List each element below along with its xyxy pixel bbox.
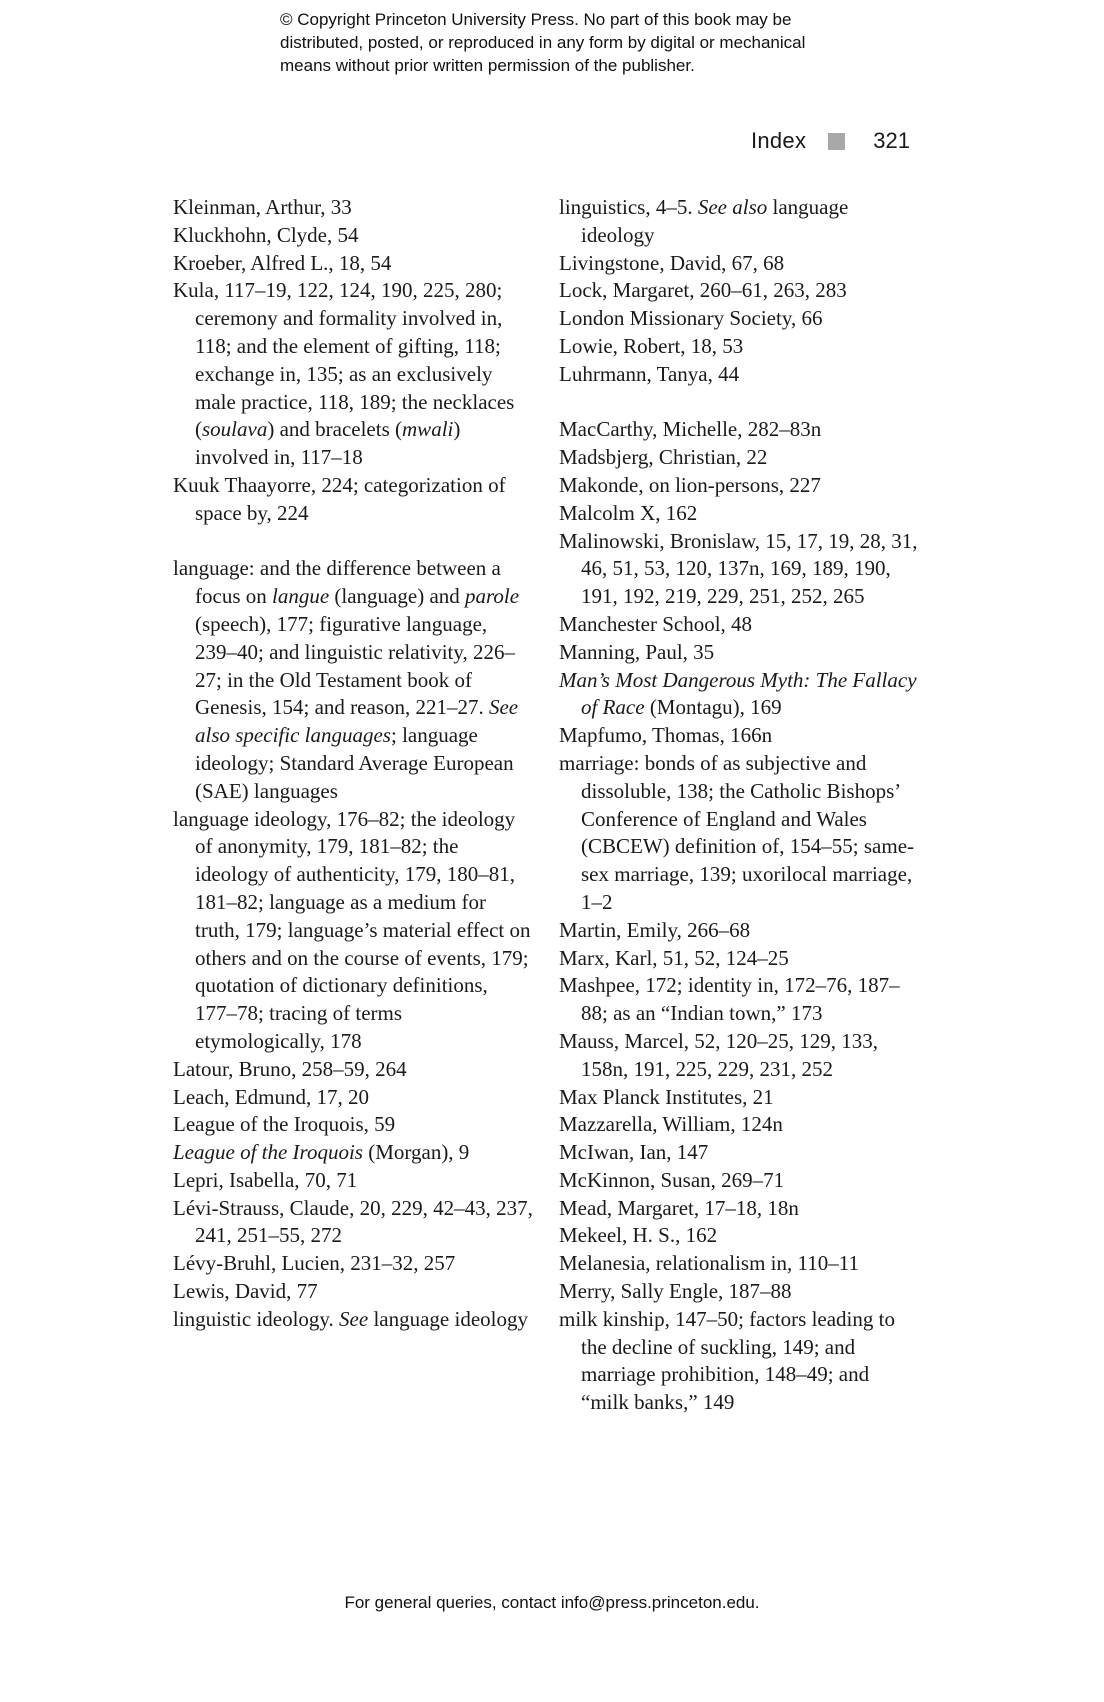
index-entry-text: Kleinman, Arthur, 33	[173, 195, 352, 219]
separator-square-icon	[828, 133, 845, 150]
index-entry	[559, 1222, 919, 1250]
index-entry	[559, 1167, 919, 1195]
index-entry-text: Luhrmann, Tanya, 44	[559, 361, 740, 386]
index-entry	[559, 333, 919, 361]
index-entry-text: Lowie, Robert, 18, 53	[559, 333, 744, 358]
index-entry-text: Lewis, David, 77	[173, 1279, 318, 1304]
index-entry	[559, 194, 919, 250]
index-entry	[559, 305, 919, 333]
index-entry-italic-text: See also	[697, 195, 768, 219]
index-entry	[559, 750, 919, 917]
index-entry-text: ) and bracelets (	[267, 417, 403, 442]
index-entry-text: Lévy-Bruhl, Lucien, 231–32, 257	[173, 1251, 456, 1276]
index-entry-text: language: and the difference between a focus on	[173, 556, 501, 609]
index-entry	[559, 444, 919, 472]
running-head	[751, 128, 910, 154]
index-entry	[559, 917, 919, 945]
running-head-title: Index	[750, 128, 807, 153]
index-entry-text: Makonde, on lion-persons, 227	[559, 472, 821, 497]
index-entry	[559, 1139, 919, 1167]
index-entry	[559, 361, 919, 389]
index-entry-text: Mekeel, H. S., 162	[559, 1223, 718, 1248]
index-entry-italic-text: League of the Iroquois	[173, 1140, 363, 1165]
index-entry-text: Melanesia, relationalism in, 110–11	[559, 1251, 859, 1276]
index-entry	[173, 1084, 533, 1112]
index-entry	[559, 722, 919, 750]
index-letter-gap	[559, 389, 919, 417]
index-entry-italic-text: parole	[465, 584, 520, 609]
index-entry	[559, 1278, 919, 1306]
index-entry-italic-text: See	[339, 1306, 369, 1331]
index-entry	[559, 1111, 919, 1139]
index-entry-text: McKinnon, Susan, 269–71	[559, 1167, 785, 1192]
index-entry-text: Mead, Margaret, 17–18, 18n	[559, 1195, 799, 1220]
index-entry-text: Latour, Bruno, 258–59, 264	[173, 1056, 407, 1081]
index-entry-text: Madsbjerg, Christian, 22	[559, 445, 768, 470]
index-entry-text: Martin, Emily, 266–68	[559, 917, 751, 942]
index-entry-italic-text: langue	[272, 584, 330, 609]
index-entry	[173, 1250, 533, 1278]
index-entry-text: Mauss, Marcel, 52, 120–25, 129, 133, 158n, 191, 225, 229, 231, 252	[559, 1028, 879, 1081]
index-entry	[173, 1278, 533, 1306]
index-entry	[173, 222, 533, 250]
index-entry	[559, 472, 919, 500]
copyright-line: © Copyright Princeton University Press. No part of this book may be	[280, 10, 792, 29]
copyright-line: means without prior written permission of the publisher.	[280, 56, 695, 75]
copyright-line: distributed, posted, or reproduced in any form by digital or mechanical	[280, 33, 806, 52]
index-entry-text: Manchester School, 48	[559, 611, 753, 636]
index-entry-text: linguistics, 4–5.	[559, 195, 698, 219]
index-entry	[559, 500, 919, 528]
footer-contact: For general queries, contact info@press.princeton.edu.	[344, 1593, 760, 1612]
index-entry	[559, 1084, 919, 1112]
index-entry	[173, 1167, 533, 1195]
index-entry-text: Mapfumo, Thomas, 166n	[559, 723, 773, 748]
index-entry-text: language ideology	[581, 195, 849, 247]
index-entry	[559, 277, 919, 305]
index-entry-text: ; language ideology; Standard Average European (SAE) languages	[195, 723, 514, 803]
index-entry	[173, 277, 533, 472]
index-entry	[173, 1056, 533, 1084]
index-entry-text: Merry, Sally Engle, 187–88	[559, 1279, 792, 1304]
index-entry-italic-text: mwali	[402, 417, 454, 442]
index-letter-gap	[173, 528, 533, 556]
index-entry-text: (speech), 177; figurative language, 239–40; and linguistic relativity, 226–27; in the Old Testament book of Genesis, 154; and reason, 221–27.	[195, 611, 516, 720]
index-entry-italic-text: Man’s Most Dangerous Myth: The Fallacy of Race	[559, 667, 917, 720]
index-entry-italic-text: See also specific languages	[195, 695, 519, 748]
index-entry	[173, 806, 533, 1056]
index-entry-text: League of the Iroquois, 59	[173, 1112, 396, 1137]
index-entry-text: Mazzarella, William, 124n	[559, 1112, 783, 1137]
index-entry	[559, 667, 919, 723]
page-number: 321	[873, 128, 910, 153]
index-entry	[173, 194, 533, 222]
index-entry-text: marriage: bonds of as subjective and dissoluble, 138; the Catholic Bishops’ Conference of England and Wales (CBCEW) definition of, 154–55; same-sex marriage, 139; uxorilocal marriage, 1–2	[559, 750, 915, 914]
index-entry-text: Livingstone, David, 67, 68	[559, 250, 785, 275]
index-entry-text: Kuuk Thaayorre, 224; categorization of space by, 224	[173, 472, 506, 525]
index-entry-text: Lock, Margaret, 260–61, 263, 283	[559, 278, 847, 303]
index-entry-text: (Montagu), 169	[644, 695, 782, 720]
index-entry-text: (language) and	[329, 584, 466, 609]
index-entry-text: ) involved in, 117–18	[195, 417, 461, 470]
index-entry	[559, 611, 919, 639]
index-entry-text: language ideology	[368, 1306, 528, 1331]
index-entry-text: milk kinship, 147–50; factors leading to the decline of suckling, 149; and marriage prohibition, 148–49; and “milk banks,” 149	[559, 1306, 895, 1415]
copyright-notice	[280, 8, 920, 77]
index-entry	[173, 1139, 533, 1167]
index-entry	[559, 528, 919, 611]
index-column-right	[559, 194, 919, 1417]
index-entry	[173, 472, 533, 528]
index-entry-text: Kula, 117–19, 122, 124, 190, 225, 280; ceremony and formality involved in, 118; and the element of gifting, 118; exchange in, 135; as an exclusively male practice, 118, 189; the necklaces (	[173, 278, 515, 442]
index-entry	[559, 416, 919, 444]
index-entry-text: Mashpee, 172; identity in, 172–76, 187–88; as an “Indian town,” 173	[559, 973, 900, 1026]
index-entry-text: Lévi-Strauss, Claude, 20, 229, 42–43, 237, 241, 251–55, 272	[173, 1195, 533, 1248]
index-entry-text: Malinowski, Bronislaw, 15, 17, 19, 28, 31, 46, 51, 53, 120, 137n, 169, 189, 190, 191, 192, 219, 229, 251, 252, 265	[559, 528, 918, 609]
index-entry	[559, 945, 919, 973]
index-entry-text: language ideology, 176–82; the ideology of anonymity, 179, 181–82; the ideology of authenticity, 179, 180–81, 181–82; language as a medium for truth, 179; language’s material effect on others and on the course of events, 179; quotation of dictionary definitions, 177–78; tracing of terms etymologically, 178	[173, 806, 531, 1053]
index-entry-text: (Morgan), 9	[362, 1140, 470, 1165]
index-entry-text: Manning, Paul, 35	[559, 639, 715, 664]
index-entry	[559, 972, 919, 1028]
index-entry-text: MacCarthy, Michelle, 282–83n	[559, 417, 822, 442]
index-entry	[173, 1195, 533, 1251]
index-entry-text: Kluckhohn, Clyde, 54	[173, 222, 359, 247]
index-entry	[173, 250, 533, 278]
index-entry	[559, 1250, 919, 1278]
index-entry-text: Malcolm X, 162	[559, 500, 698, 525]
index-entry	[559, 1028, 919, 1084]
index-entry-italic-text: soulava	[202, 417, 268, 442]
index-entry	[559, 1195, 919, 1223]
index-entry-text: Lepri, Isabella, 70, 71	[173, 1167, 358, 1192]
index-entry-text: Marx, Karl, 51, 52, 124–25	[559, 945, 789, 970]
index-entry	[173, 1111, 533, 1139]
index-entry	[559, 1306, 919, 1417]
index-entry	[559, 250, 919, 278]
index-entry	[559, 639, 919, 667]
index-entry	[173, 1306, 533, 1334]
index-entry-text: London Missionary Society, 66	[559, 306, 823, 331]
index-entry-text: Max Planck Institutes, 21	[559, 1084, 774, 1109]
index-entry-text: Leach, Edmund, 17, 20	[173, 1084, 369, 1109]
index-column-left	[173, 194, 533, 1334]
index-entry-text: Kroeber, Alfred L., 18, 54	[173, 250, 392, 275]
index-entry-text: linguistic ideology.	[173, 1306, 340, 1331]
index-entry	[173, 555, 533, 805]
index-entry-text: McIwan, Ian, 147	[559, 1140, 709, 1165]
